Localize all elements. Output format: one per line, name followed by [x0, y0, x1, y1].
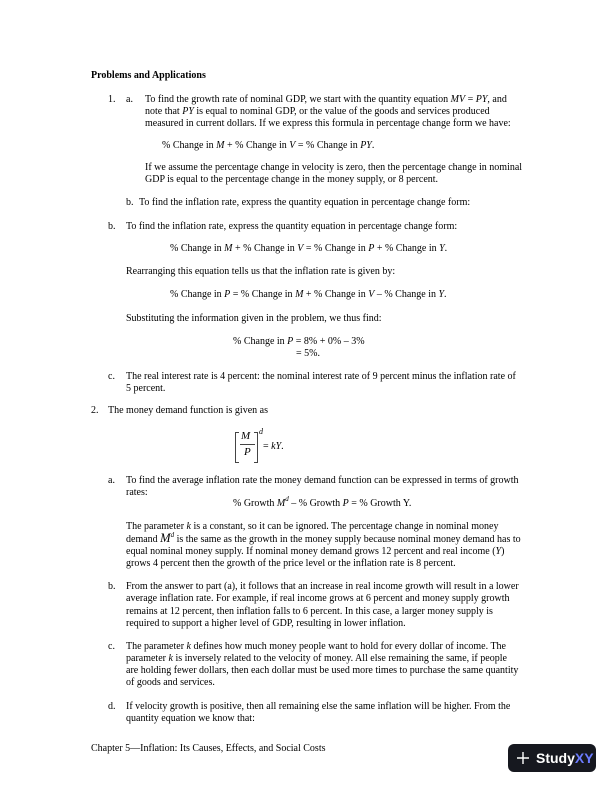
text-run: is inversely related to the velocity of money. All else remaining the same, if people — [172, 653, 507, 664]
variable-symbol: PY — [182, 106, 194, 117]
brand-name — [536, 750, 594, 766]
section-heading: Problems and Applications — [91, 70, 206, 81]
text-run: note that — [145, 106, 183, 117]
paragraph-line: average inflation rate. For example, if real income grows at 6 percent and money supply growth — [126, 593, 510, 604]
paragraph-line: 5 percent. — [126, 383, 166, 394]
variable-symbol: Y — [495, 546, 502, 557]
problem-number: 2. — [91, 405, 99, 416]
text-run: = — [263, 441, 272, 452]
paragraph-line: quantity equation we know that: — [126, 713, 255, 724]
text-run: . — [371, 140, 375, 151]
variable-symbol: P — [368, 243, 375, 254]
text-run: equal nominal money supply. If nominal money demand grows 12 percent and real income ( — [126, 546, 496, 557]
text-run: is the same as the growth in the money supply because nominal money demand has to — [174, 534, 521, 545]
variable-symbol: M — [224, 243, 233, 254]
paragraph-line: To find the inflation rate, express the quantity equation in percentage change form: — [139, 197, 471, 208]
text-run: % Growth — [233, 498, 277, 509]
part-label: b. — [108, 221, 116, 232]
text-run: + % Change in — [374, 243, 440, 254]
variable-symbol: Y — [439, 243, 445, 254]
brand-accent: XY — [574, 750, 594, 766]
superscript: d — [285, 495, 289, 503]
text-run: + % Change in — [224, 140, 290, 151]
text-run: . — [444, 243, 448, 254]
formula-numerator: M — [241, 430, 251, 442]
variable-symbol: k — [186, 521, 191, 532]
paragraph-line: If velocity growth is positive, then all remaining else the same inflation will be higher. From the — [126, 701, 511, 712]
text-run: = % Change in — [295, 140, 361, 151]
text-run: % Change in — [233, 336, 288, 347]
paragraph-line — [145, 106, 490, 118]
paragraph-line — [126, 546, 504, 558]
paragraph-line: required to support a higher level of GDP, resulting in lower inflation. — [126, 618, 406, 629]
formula-exponent: d — [259, 427, 263, 436]
text-run: is equal to nominal GDP, or the value of the goods and services produced — [193, 106, 490, 117]
paragraph-line: From the answer to part (a), it follows that an increase in real income growth will result in a lower — [126, 581, 519, 592]
paragraph-line: To find the inflation rate, express the quantity equation in percentage change form: — [126, 221, 458, 232]
problem-number: 1. — [108, 94, 116, 105]
variable-symbol: P — [224, 289, 231, 300]
variable-symbol: k — [186, 641, 191, 652]
paragraph-line: Substituting the information given in the problem, we thus find: — [126, 313, 382, 324]
text-run: = % Growth Y. — [348, 498, 412, 509]
paragraph-line — [145, 94, 507, 106]
right-bracket — [254, 432, 258, 463]
paragraph-line: To find the average inflation rate the money demand function can be expressed in terms of growth — [126, 475, 519, 486]
paragraph-line: grows 4 percent then the growth of the price level or the inflation rate is 8 percent. — [126, 558, 456, 569]
variable-symbol: V — [289, 140, 296, 151]
part-label: c. — [108, 641, 115, 652]
equation-line — [233, 495, 412, 510]
text-run: % Change in — [170, 243, 225, 254]
variable-symbol: V — [368, 289, 375, 300]
studyxy-badge — [508, 744, 596, 772]
paragraph-line: The money demand function is given as — [108, 405, 268, 416]
text-run: . — [444, 289, 447, 300]
part-label: b. — [108, 581, 116, 592]
variable-symbol: P — [342, 498, 349, 509]
paragraph-line — [126, 531, 521, 546]
equation-line — [233, 336, 365, 348]
equation-result: = 5%. — [296, 348, 320, 359]
text-run: ) — [501, 546, 505, 557]
left-bracket — [235, 432, 239, 463]
formula-denominator: P — [244, 446, 251, 458]
text-run: – % Growth — [288, 498, 343, 509]
paragraph-line: rates: — [126, 487, 148, 498]
text-run: To find the growth rate of nominal GDP, we start with the quantity equation — [145, 94, 451, 105]
paragraph-line: The real interest rate is 4 percent: the nominal interest rate of 9 percent minus the inflation rate of — [126, 371, 516, 382]
money-demand-formula — [232, 427, 294, 467]
formula-rhs — [263, 441, 284, 453]
part-label: c. — [108, 371, 115, 382]
variable-symbol: P — [287, 336, 294, 347]
variable-symbol: M — [216, 140, 225, 151]
equation-line — [170, 289, 447, 301]
text-run: + % Change in — [303, 289, 369, 300]
part-label: a. — [108, 475, 115, 486]
paragraph-line — [126, 641, 506, 653]
paragraph-line: Rearranging this equation tells us that the inflation rate is given by: — [126, 266, 396, 277]
text-run: – % Change in — [374, 289, 439, 300]
variable-symbol: M — [276, 498, 286, 509]
text-run: + % Change in — [232, 243, 298, 254]
variable-symbol: PY — [360, 140, 372, 151]
brand-main: Study — [536, 750, 575, 766]
variable-symbol: kY — [271, 441, 282, 452]
paragraph-line — [126, 521, 498, 533]
paragraph-line: of goods and services. — [126, 677, 215, 688]
text-run: parameter — [126, 653, 169, 664]
text-run: % Change in — [162, 140, 217, 151]
part-label: b. — [126, 197, 134, 208]
text-run: , and — [487, 94, 507, 105]
equation-line — [170, 243, 447, 255]
text-run: is a constant, so it can be ignored. The percentage change in nominal money — [190, 521, 499, 532]
paragraph-line: measured in current dollars. If we express this formula in percentage change form we have: — [145, 118, 511, 129]
paragraph-line: are holding fewer dollars, then each dollar must be used more times to purchase the same quantity — [126, 665, 519, 676]
text-run: = % Change in — [230, 289, 296, 300]
text-run: The parameter — [126, 641, 187, 652]
part-label: d. — [108, 701, 116, 712]
plus-icon — [516, 751, 530, 765]
variable-symbol: M — [160, 531, 171, 545]
variable-symbol: M — [295, 289, 304, 300]
variable-symbol: MV — [450, 94, 466, 105]
page-footer: Chapter 5—Inflation: Its Causes, Effects, and Social Costs — [91, 743, 326, 754]
paragraph-line: GDP is equal to the percentage change in the money supply, or 8 percent. — [145, 174, 439, 185]
paragraph-line: If we assume the percentage change in velocity is zero, then the percentage change in nominal — [145, 162, 523, 173]
paragraph-line — [126, 653, 507, 665]
variable-symbol: PY — [475, 94, 488, 105]
variable-symbol: Y — [438, 289, 445, 300]
text-run: = % Change in — [303, 243, 369, 254]
fraction-bar — [240, 444, 255, 445]
part-label: a. — [126, 94, 133, 105]
text-run: . — [281, 441, 284, 452]
text-run: = — [465, 94, 476, 105]
paragraph-line: remains at 12 percent, then inflation falls to 6 percent. In this case, a larger money supply is — [126, 606, 493, 617]
text-run: % Change in — [170, 289, 225, 300]
variable-symbol: V — [297, 243, 304, 254]
text-run: = 8% + 0% – 3% — [293, 336, 365, 347]
variable-symbol: k — [168, 653, 173, 664]
text-run: The parameter — [126, 521, 187, 532]
text-run: demand — [126, 534, 161, 545]
superscript: d — [170, 531, 175, 539]
equation-line — [162, 140, 374, 152]
text-run: defines how much money people want to hold for every dollar of income. The — [190, 641, 506, 652]
